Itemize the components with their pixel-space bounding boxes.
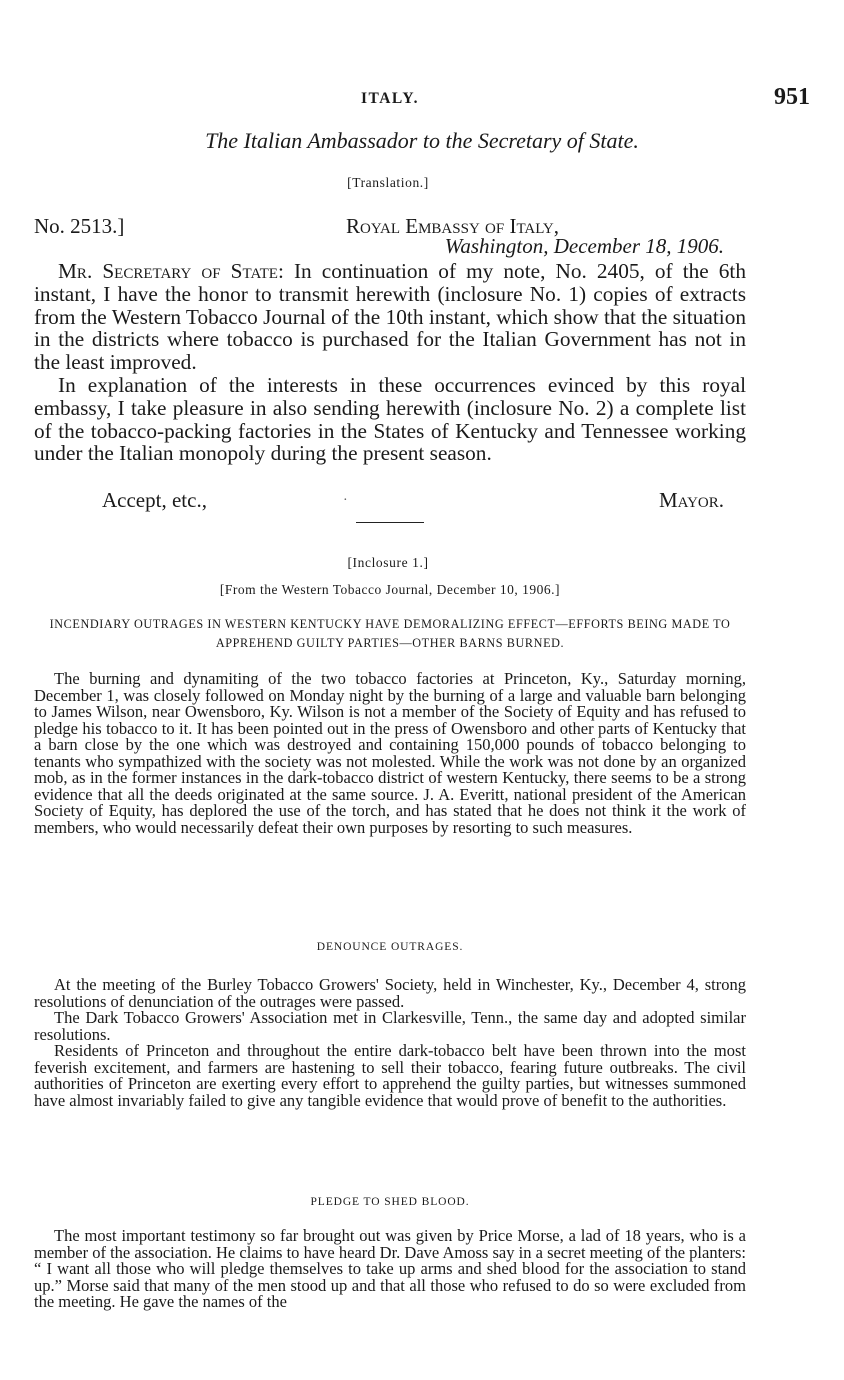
salutation: Mr. Secretary of State: — [58, 259, 284, 283]
document-title: The Italian Ambassador to the Secretary of State. — [205, 128, 639, 153]
inclosure-label: [Inclosure 1.] — [347, 555, 429, 570]
article-paragraph: The Dark Tobacco Growers' Association met in Clarkesville, Tenn., the same day and adopted similar resolutions. — [34, 1008, 746, 1044]
stray-mark: · — [343, 493, 348, 508]
translation-note: [Translation.] — [347, 175, 429, 190]
section-divider — [356, 522, 424, 523]
letter-paragraph: In explanation of the interests in these occurrences evinced by this royal embassy, I take pleasure in also sending herewith (inclosure No. 2) a complete list of the tobacco-packing factories in the States of Kentucky and Tennessee working under the Italian monopoly during the present season. — [34, 372, 746, 466]
subheading-pledge: PLEDGE TO SHED BLOOD. — [310, 1196, 470, 1208]
letter-paragraph — [34, 260, 746, 374]
letter-closing: Accept, etc., — [102, 488, 207, 512]
embassy-name: Royal Embassy of Italy, — [346, 214, 559, 238]
source-note: [From the Western Tobacco Journal, December 10, 1906.] — [219, 582, 561, 597]
article-intro — [34, 671, 746, 836]
letter-paragraph-text: In continuation of my note, No. 2405, of the 6th instant, I have the honor to transmit herewith (inclosure No. 1) copies of extracts from the Western Tobacco Journal of the 10th instant, which show that the situation in the districts where tobacco is purchased for the Italian Government has not in the least improved. — [34, 259, 747, 375]
article-paragraph: At the meeting of the Burley Tobacco Growers' Society, held in Winchester, Ky., December 4, strong resolutions of denunciation of the outrages were passed. — [34, 975, 746, 1011]
letter-place-date: Washington, December 18, 1906. — [444, 234, 724, 258]
article-headline: INCENDIARY OUTRAGES IN WESTERN KENTUCKY HAVE DEMORALIZING EFFECT—EFFORTS BEING MADE TO APPREHEND GUILTY PARTIES—OTHER BARNS BURNED. — [49, 617, 731, 650]
subheading-denounce: DENOUNCE OUTRAGES. — [316, 941, 464, 953]
article-section-denounce — [34, 977, 746, 1109]
letter-body — [34, 260, 746, 465]
article-paragraph: The most important testimony so far brought out was given by Price Morse, a lad of 18 years, who is a member of the association. He claims to have heard Dr. Dave Amoss say in a secret meeting of the planters: “ I want all those who will pledge themselves to take up arms and shed blood for the association to stand up.” Morse said that many of the men stood up and that all those who refused to do so were excluded from the meeting. He gave the names of the — [34, 1226, 746, 1311]
letter-signature: Mayor. — [658, 488, 724, 512]
letter-number: No. 2513.] — [34, 214, 125, 238]
article-paragraph: The burning and dynamiting of the two tobacco factories at Princeton, Ky., Saturday morning, December 1, was closely followed on Monday night by the burning of a large and valuable barn belonging to James Wilson, near Owensboro, Ky. Wilson is not a member of the Society of Equity and has refused to pledge his tobacco to it. It has been pointed out in the press of Owensboro and other parts of Kentucky that a barn close by the one which was destroyed and containing 150,000 pounds of tobacco belonging to tenants who sympathized with the society was not molested. While the work was not done by an organized mob, as in the former instances in the dark-tobacco district of western Kentucky, there seems to be a strong evidence that all the deeds originated at the same source. J. A. Everitt, national president of the American Society of Equity, has deplored the use of the torch, and has stated that he does not think it the work of members, who would necessarily defeat their own purposes by resorting to such measures. — [34, 669, 746, 837]
running-head — [34, 84, 810, 112]
article-section-pledge — [34, 1228, 746, 1311]
page-number: 951 — [774, 84, 810, 110]
running-head-title: ITALY. — [361, 90, 419, 107]
article-paragraph: Residents of Princeton and throughout the entire dark-tobacco belt have been thrown into the most feverish excitement, and farmers are hastening to sell their tobacco, fearing future outbreaks. The civil authorities of Princeton are exerting every effort to apprehend the guilty parties, but witnesses summoned have almost invariably failed to give any tangible evidence that would prove of benefit to the authorities. — [34, 1041, 746, 1110]
